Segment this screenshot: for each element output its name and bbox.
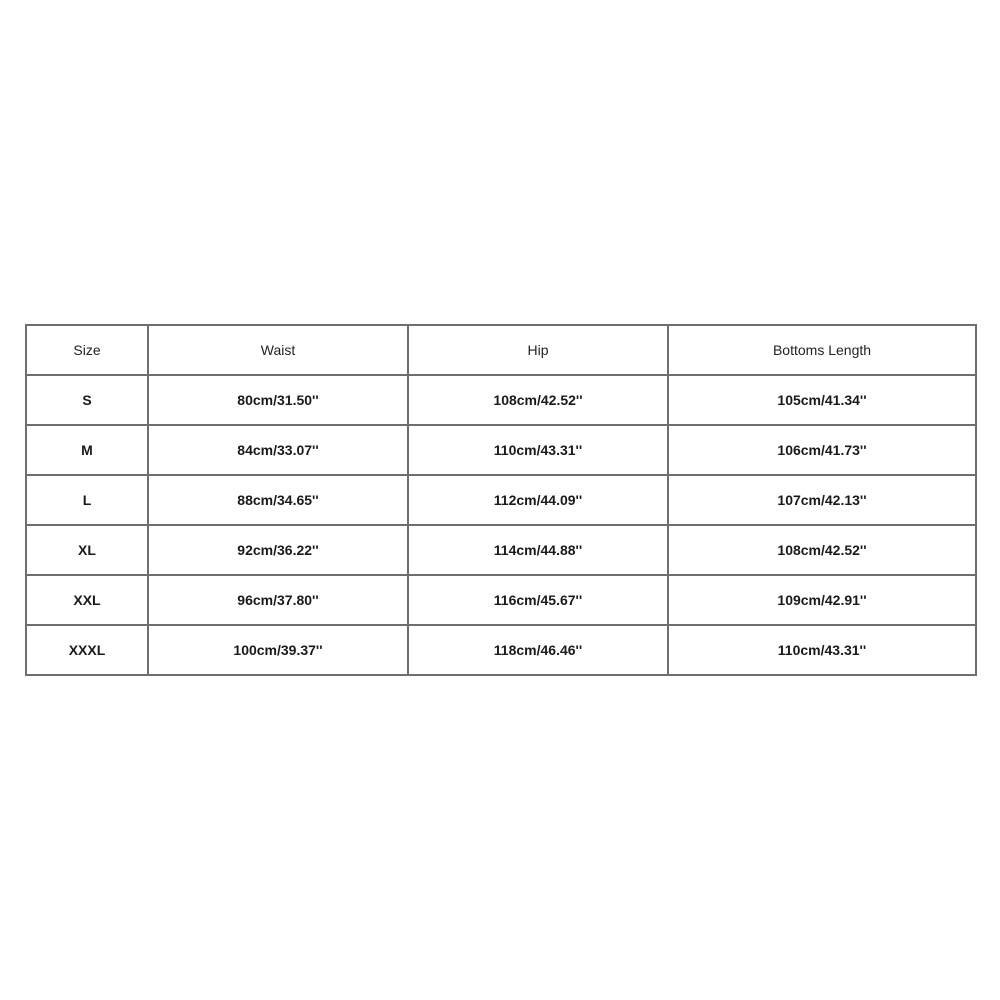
waist-cell: 88cm/34.65'' <box>148 475 408 525</box>
bottoms-length-cell: 108cm/42.52'' <box>668 525 976 575</box>
hip-cell: 112cm/44.09'' <box>408 475 668 525</box>
size-cell: XL <box>26 525 148 575</box>
size-cell: S <box>26 375 148 425</box>
bottoms-length-cell: 107cm/42.13'' <box>668 475 976 525</box>
hip-cell: 114cm/44.88'' <box>408 525 668 575</box>
size-cell: M <box>26 425 148 475</box>
hip-cell: 108cm/42.52'' <box>408 375 668 425</box>
bottoms-length-cell: 106cm/41.73'' <box>668 425 976 475</box>
table-row <box>26 575 976 625</box>
bottoms-length-cell: 110cm/43.31'' <box>668 625 976 675</box>
size-cell: L <box>26 475 148 525</box>
bottoms-length-cell: 109cm/42.91'' <box>668 575 976 625</box>
size-chart-table <box>25 324 977 676</box>
size-cell: XXXL <box>26 625 148 675</box>
header-hip: Hip <box>408 325 668 375</box>
hip-cell: 116cm/45.67'' <box>408 575 668 625</box>
header-bottoms-length: Bottoms Length <box>668 325 976 375</box>
waist-cell: 100cm/39.37'' <box>148 625 408 675</box>
table-row <box>26 425 976 475</box>
table-header-row <box>26 325 976 375</box>
waist-cell: 80cm/31.50'' <box>148 375 408 425</box>
table-row <box>26 475 976 525</box>
waist-cell: 92cm/36.22'' <box>148 525 408 575</box>
waist-cell: 84cm/33.07'' <box>148 425 408 475</box>
waist-cell: 96cm/37.80'' <box>148 575 408 625</box>
header-size: Size <box>26 325 148 375</box>
hip-cell: 110cm/43.31'' <box>408 425 668 475</box>
hip-cell: 118cm/46.46'' <box>408 625 668 675</box>
table-row <box>26 375 976 425</box>
table-row <box>26 625 976 675</box>
size-cell: XXL <box>26 575 148 625</box>
header-waist: Waist <box>148 325 408 375</box>
table-row <box>26 525 976 575</box>
bottoms-length-cell: 105cm/41.34'' <box>668 375 976 425</box>
